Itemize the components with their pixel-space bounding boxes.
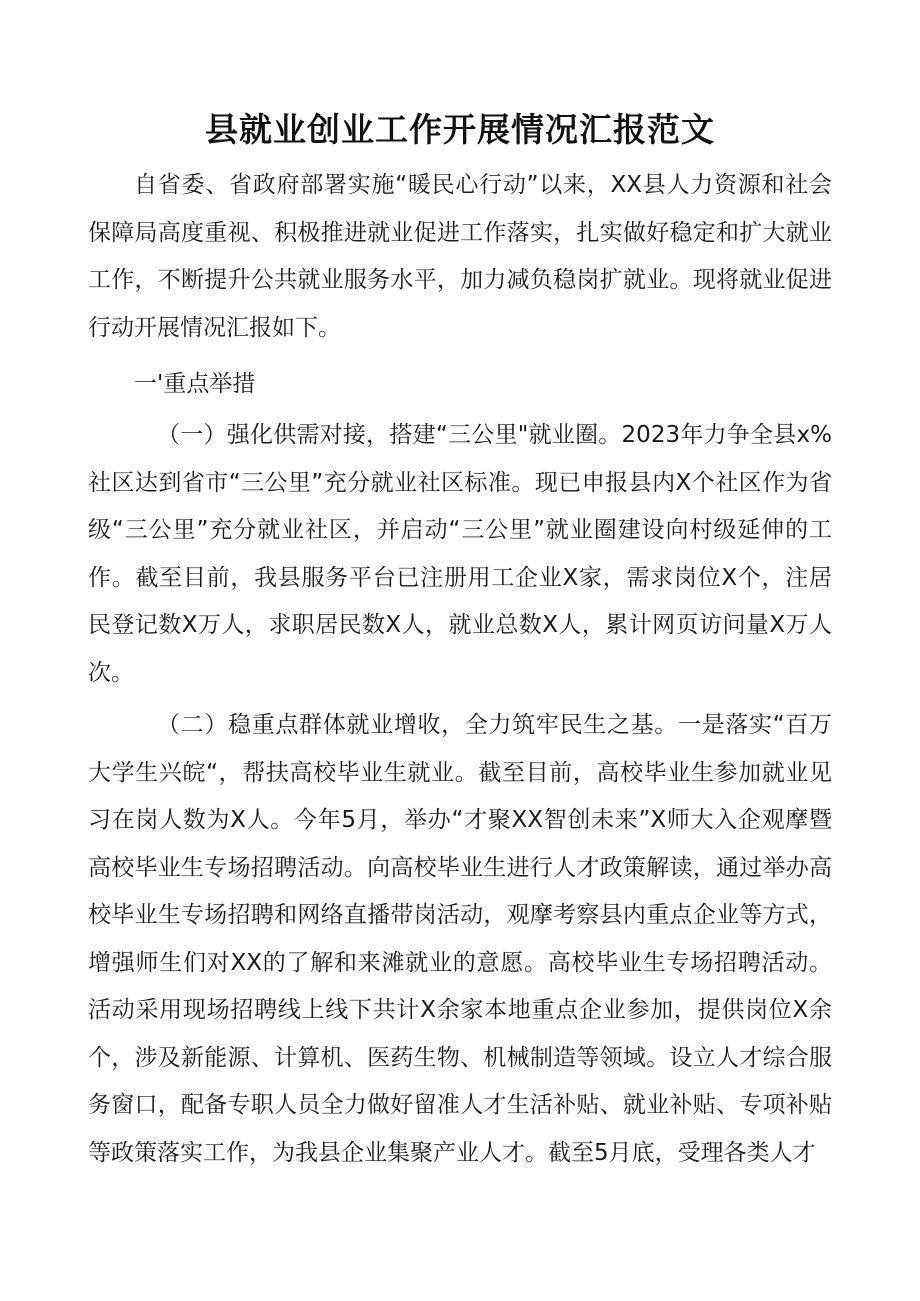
intro-paragraph: 自省委、省政府部署实施“暖民心行动”以来，XX县人力资源和社会保障局高度重视、积极推进就业促进工作落实，扎实做好稳定和扩大就业工作，不断提升公共就业服务水平，加力减负稳岗扩就业。现将就业促进行动开展情况汇报如下。 <box>88 172 832 341</box>
document-title: 县就业创业工作开展情况汇报范文 <box>205 110 715 149</box>
section-heading: 一'重点举措 <box>134 371 256 397</box>
point-two-paragraph: （二）稳重点群体就业增收，全力筑牢民生之基。一是落实“百万大学生兴皖“，帮扶高校毕业生就业。截至目前，高校毕业生参加就业见习在岗人数为X人。今年5月，举办“才聚XX智创未来”X师大入企观摩暨高校毕业生专场招聘活动。向高校毕业生进行人才政策解读，通过举办高校毕业生专场招聘和网络直播带岗活动，观摩考察县内重点企业等方式，增强师生们对XX的了解和来滩就业的意愿。高校毕业生专场招聘活动。活动采用现场招聘线上线下共计X余家本地重点企业参加，提供岗位X余个，涉及新能源、计算机、医药生物、机械制造等领域。设立人才综合服务窗口，配备专职人员全力做好留准人才生活补贴、就业补贴、专项补贴等政策落实工作，为我县企业集聚产业人才。截至5月底，受理各类人才 <box>88 712 832 1166</box>
document-body <box>88 162 832 1177</box>
point-one-paragraph: （一）强化供需对接，搭建“三公里"就业圈。2023年力争全县x%社区达到省市“三公里”充分就业社区标准。现已申报县内X个社区作为省级“三公里”充分就业社区，并启动“三公里”就业圈建设向村级延伸的工作。截至目前，我县服务平台已注册用工企业X家，需求岗位X个，注居民登记数X万人，求职居民数X人，就业总数X人，累计网页访问量X万人次。 <box>88 422 832 686</box>
